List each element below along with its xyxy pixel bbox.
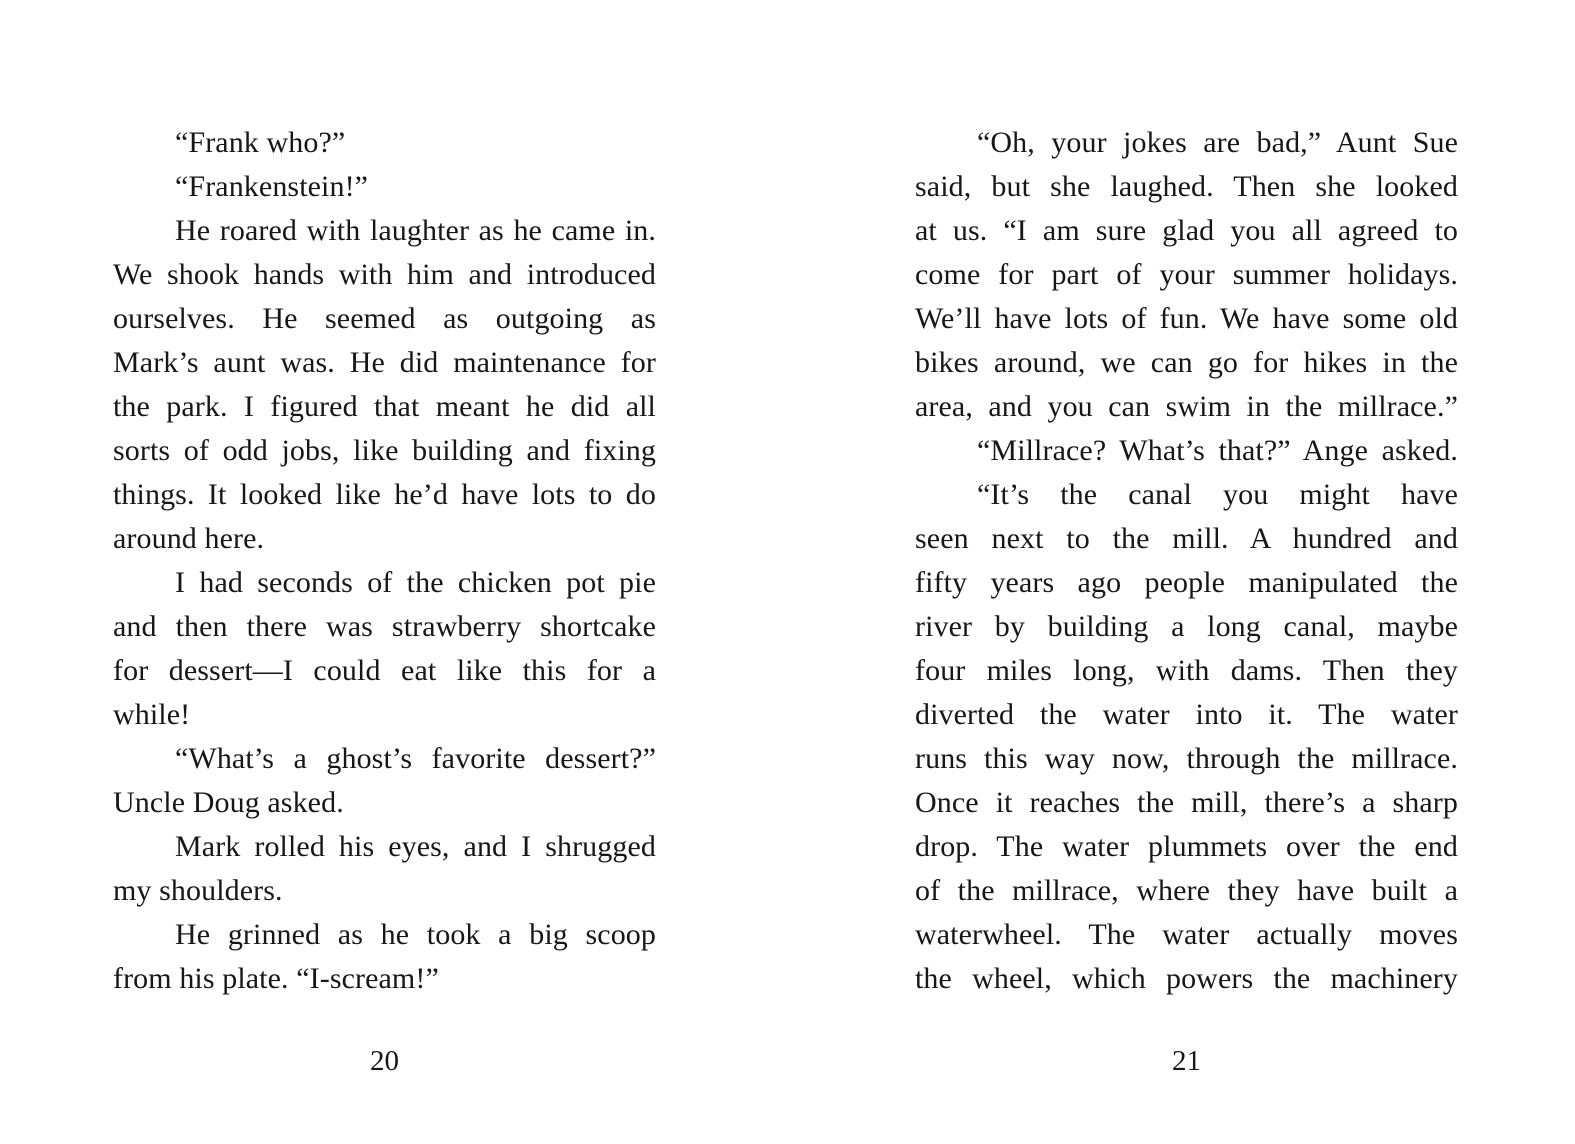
text-line: runs this way now, through the millrace. <box>915 742 1458 775</box>
text-line: Mark’s aunt was. He did maintenance for <box>113 346 656 379</box>
text-line: “What’s a ghost’s favorite dessert?” <box>175 742 656 775</box>
text-line: Mark rolled his eyes, and I shrugged <box>175 830 656 863</box>
text-line: “Frankenstein!” <box>175 170 369 203</box>
page-number-right: 21 <box>1172 1045 1201 1077</box>
text-line: things. It looked like he’d have lots to do <box>113 478 656 511</box>
text-line: area, and you can swim in the millrace.” <box>915 390 1458 423</box>
text-line: the wheel, which powers the machinery <box>915 962 1458 995</box>
text-line: sorts of odd jobs, like building and fixing <box>113 434 656 467</box>
text-line: while! <box>113 698 191 731</box>
text-line: drop. The water plummets over the end <box>915 830 1458 863</box>
text-line: four miles long, with dams. Then they <box>915 654 1458 687</box>
text-line: We’ll have lots of fun. We have some old <box>915 302 1458 335</box>
text-line: from his plate. “I-scream!” <box>113 962 439 995</box>
text-line: “Frank who?” <box>175 126 346 159</box>
text-line: ourselves. He seemed as outgoing as <box>113 302 656 335</box>
text-line: the park. I figured that meant he did all <box>113 390 656 423</box>
text-line: Uncle Doug asked. <box>113 786 344 819</box>
page-left <box>113 0 656 1144</box>
text-line: He grinned as he took a big scoop <box>175 918 656 951</box>
text-line: bikes around, we can go for hikes in the <box>915 346 1458 379</box>
text-line: Once it reaches the mill, there’s a sharp <box>915 786 1458 819</box>
text-line: river by building a long canal, maybe <box>915 610 1458 643</box>
text-line: I had seconds of the chicken pot pie <box>175 566 656 599</box>
text-line: diverted the water into it. The water <box>915 698 1458 731</box>
text-line: my shoulders. <box>113 874 283 907</box>
text-line: waterwheel. The water actually moves <box>915 918 1458 951</box>
text-line: around here. <box>113 522 265 555</box>
text-line: said, but she laughed. Then she looked <box>915 170 1458 203</box>
text-line: come for part of your summer holidays. <box>915 258 1458 291</box>
page-right <box>915 0 1458 1144</box>
text-line: We shook hands with him and introduced <box>113 258 656 291</box>
page-left-text-block <box>113 121 656 1001</box>
text-line: He roared with laughter as he came in. <box>175 214 656 247</box>
text-line: fifty years ago people manipulated the <box>915 566 1458 599</box>
text-line: “It’s the canal you might have <box>977 478 1458 511</box>
text-line: of the millrace, where they have built a <box>915 874 1458 907</box>
text-line: “Oh, your jokes are bad,” Aunt Sue <box>977 126 1458 159</box>
text-line: at us. “I am sure glad you all agreed to <box>915 214 1458 247</box>
text-line: “Millrace? What’s that?” Ange asked. <box>977 434 1458 467</box>
page-number-left: 20 <box>370 1045 399 1077</box>
text-line: seen next to the mill. A hundred and <box>915 522 1458 555</box>
text-line: and then there was strawberry shortcake <box>113 610 656 643</box>
text-line: for dessert—I could eat like this for a <box>113 654 656 687</box>
page-right-text-block <box>915 121 1458 1001</box>
